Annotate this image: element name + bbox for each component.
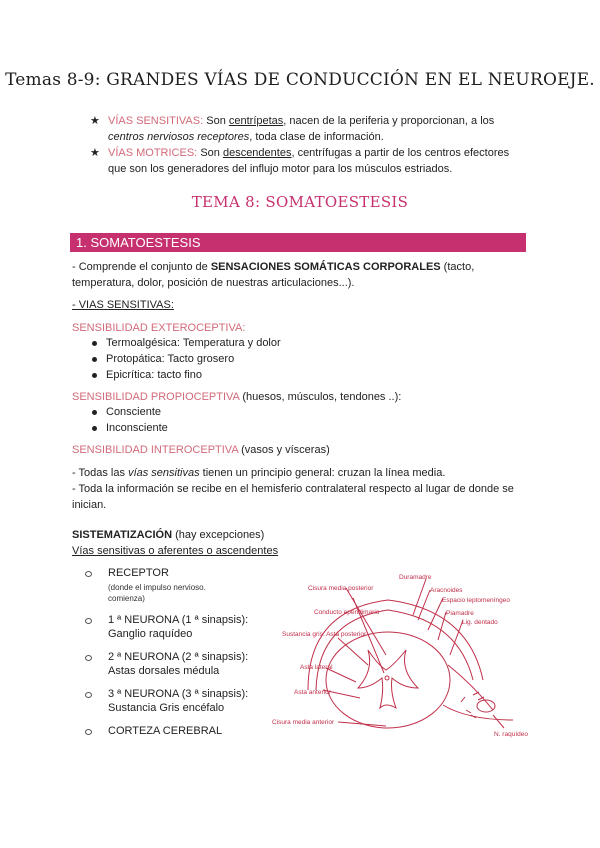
central-canal-shape — [385, 676, 389, 680]
label-dentado: Lig. dentado — [462, 619, 498, 626]
step-title: RECEPTOR — [108, 567, 169, 579]
interoceptiva-note: (vasos y vísceras) — [238, 444, 330, 456]
interoceptiva-heading — [72, 442, 330, 458]
document-title: Temas 8-9: GRANDES VÍAS DE CONDUCCIÓN EN EL NEUROEJE. — [5, 70, 595, 90]
definition-paragraph — [72, 259, 527, 291]
intro-label: VÍAS SENSITIVAS: — [108, 115, 204, 127]
label-cisura-post: Cisura media posterior — [308, 585, 374, 592]
grey-matter-shape — [358, 650, 418, 708]
note-italic: vías sensitivas — [128, 467, 200, 479]
step-receptor — [80, 566, 280, 604]
spinal-cord-diagram — [268, 570, 532, 740]
list-item: Consciente — [90, 404, 168, 420]
definition-text: (tacto, temperatura, dolor, posición de nuestras articulaciones...). — [72, 261, 475, 289]
star-bullet-icon: ★ — [90, 147, 100, 159]
label-duramadre: Duramadre — [399, 574, 432, 581]
star-bullet-icon: ★ — [90, 115, 100, 127]
intro-text: , centrífugas a partir de los centros efectores que son los generadores del influjo motor para los músculos estriados. — [108, 147, 510, 175]
sistematizacion-label: SISTEMATIZACIÓN — [72, 529, 173, 541]
step-title: 3 ª NEURONA (3 ª sinapsis): — [108, 688, 249, 700]
intro-item-motrices — [90, 145, 520, 177]
intro-text: Son — [200, 147, 223, 159]
step-neurona-3 — [80, 687, 280, 715]
exteroceptiva-heading: SENSIBILIDAD EXTEROCEPTIVA: — [72, 322, 246, 334]
note-paragraph — [72, 465, 532, 513]
label-nraq: N. raquídeo — [494, 731, 528, 738]
definition-bold: SENSACIONES SOMÁTICAS CORPORALES — [210, 261, 441, 273]
interoceptiva-label: SENSIBILIDAD INTEROCEPTIVA — [72, 444, 239, 456]
label-conducto: Conducto ependimario — [314, 609, 380, 616]
propioceptiva-label: SENSIBILIDAD PROPIOCEPTIVA — [72, 391, 240, 403]
label-aracnoides: Aracnoides — [430, 587, 463, 594]
propioceptiva-note: (huesos, músculos, tendones ..): — [239, 391, 402, 403]
vias-sensitivas-label: - VIAS SENSITIVAS: — [72, 299, 174, 311]
label-cisura-ant: Cisura media anterior — [272, 719, 335, 726]
label-asta-ant: Asta anterior — [294, 689, 331, 696]
label-asta-lat: Asta lateral — [300, 664, 333, 671]
step-neurona-1 — [80, 613, 280, 641]
intro-term: descendentes — [222, 147, 292, 159]
propioceptiva-heading — [72, 389, 401, 405]
note-line — [72, 465, 532, 481]
list-item: Termoalgésica: Temperatura y dolor — [90, 335, 281, 351]
step-detail: Astas dorsales médula — [108, 665, 220, 677]
note-line: - Toda la información se recibe en el hemisferio contralateral respecto al lugar de donde se inician. — [72, 483, 514, 511]
intro-label: VÍAS MOTRICES: — [108, 147, 198, 159]
pathway-steps — [80, 566, 280, 747]
intro-list — [90, 113, 520, 177]
note-text: - Todas las — [72, 467, 129, 479]
step-detail: Ganglio raquídeo — [108, 628, 193, 640]
intro-text: , nacen de la periferia y proporcionan, a los — [283, 115, 495, 127]
step-title: 1 ª NEURONA (1 ª sinapsis): — [108, 614, 249, 626]
ventral-root-line — [443, 705, 513, 720]
intro-text: Son — [206, 115, 229, 127]
label-piamadre: Piamadre — [446, 610, 474, 617]
step-corteza — [80, 724, 280, 738]
sistematizacion-note: (hay excepciones) — [172, 529, 265, 541]
note-text: tienen un principio general: cruzan la línea media. — [199, 467, 446, 479]
label-sustancia: Sustancia gris. Asta posterior — [282, 631, 367, 638]
definition-text: - Comprende el conjunto de — [72, 261, 211, 273]
step-neurona-2 — [80, 650, 280, 678]
step-title: 2 ª NEURONA (2 ª sinapsis): — [108, 651, 249, 663]
section-header: 1. SOMATOESTESIS — [70, 233, 526, 252]
intro-text: , toda clase de información. — [249, 131, 384, 143]
sistematizacion-heading — [72, 527, 264, 543]
list-item: Epicrítica: tacto fino — [90, 367, 281, 383]
list-item: Protopática: Tacto grosero — [90, 351, 281, 367]
intro-term: centrípetas — [228, 115, 284, 127]
step-detail: Sustancia Gris encéfalo — [108, 702, 225, 714]
label-espacio: Espacio leptomeníngeo — [442, 597, 510, 604]
step-note: (donde el impulso nervioso. comienza) — [108, 583, 206, 603]
exteroceptiva-list — [90, 335, 281, 383]
step-title: CORTEZA CEREBRAL — [108, 725, 223, 737]
propioceptiva-list — [90, 404, 168, 436]
intro-italic: centros nerviosos receptores — [108, 131, 250, 143]
intro-item-sensitivas — [90, 113, 520, 145]
tema-title: TEMA 8: SOMATOESTESIS — [191, 193, 409, 211]
list-item: Inconsciente — [90, 420, 168, 436]
sistematizacion-subtitle: Vías sensitivas o aferentes o ascendentes — [72, 545, 279, 557]
